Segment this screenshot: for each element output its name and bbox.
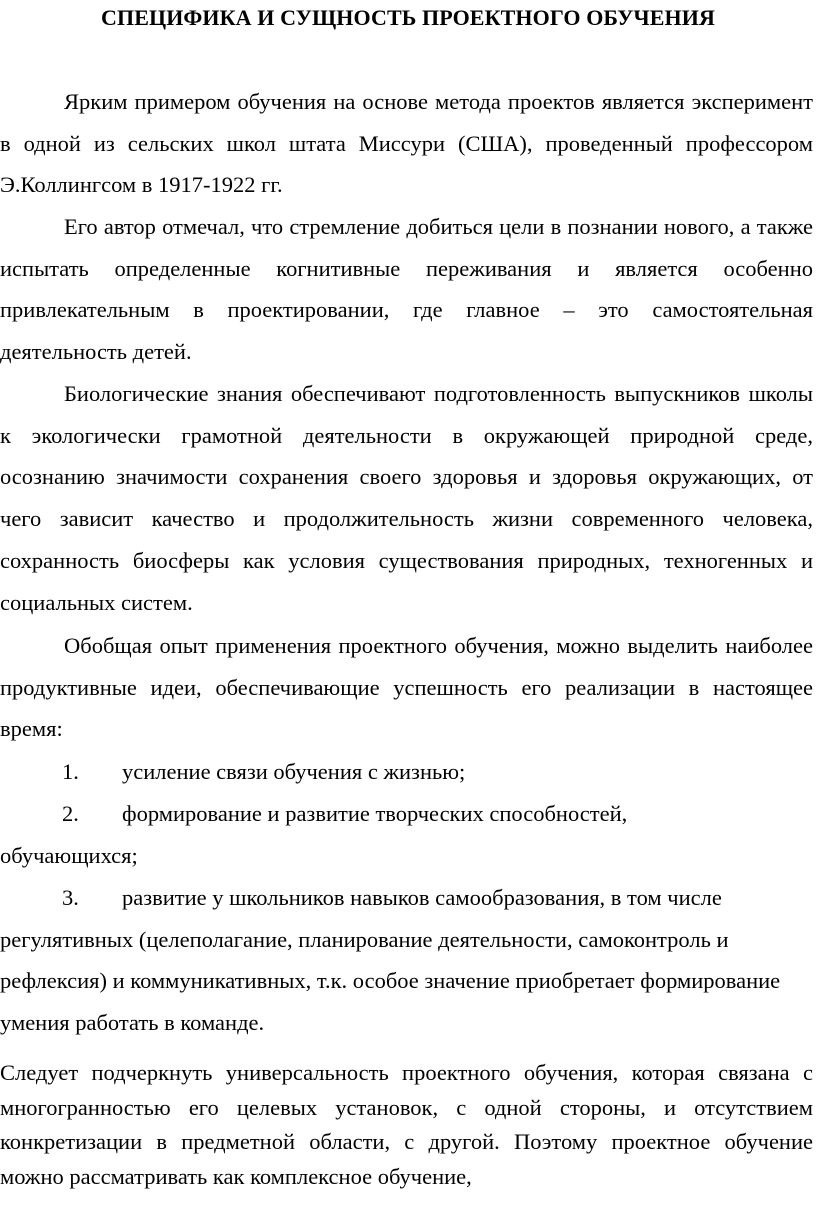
list-item-2 (0, 793, 813, 876)
paragraph-closing: Следует подчеркнуть универсальность проектного обучения, которая связана с многогранностью его целевых установок, с одной стороны, и отсутствием конкретизации в предметной области, с другой. Поэтому проектное обучение можно рассматривать как комплексное обучение, (0, 1060, 813, 1189)
list-number: 3. (62, 885, 79, 910)
list-item-continuation: обучающихся; (0, 842, 138, 868)
list-item-continuation: регулятивных (целеполагание, планирование деятельности, самоконтроль и рефлексия) и коммуникативных, т.к. особое значение приобретает формирование умения работать в команде. (0, 926, 781, 1036)
paragraph-biological-knowledge: Биологические знания обеспечивают подготовленность выпускников школы к экологически грамотной деятельности в окружающей природной среде, осознанию значимости сохранения своего здоровья и здоровья окружающих, от чего зависит качество и продолжительность жизни современного человека, сохранность биосферы как условия существования природных, техногенных и социальных систем. (0, 381, 813, 615)
list-number: 2. (62, 801, 79, 826)
paragraph-author-remark: Его автор отмечал, что стремление добиться цели в познании нового, а также испытать определенные когнитивные переживания и является особенно привлекательным в проектировании, где главное – это самостоятельная деятельность детей. (0, 214, 813, 365)
paragraph-generalization: Обобщая опыт применения проектного обучения, можно выделить наиболее продуктивные идеи, обеспечивающие успешность его реализации в настоящее время: (0, 633, 813, 742)
list-item-text: развитие у школьников навыков самообразования, в том числе (122, 885, 722, 910)
list-item-3 (0, 877, 813, 1044)
list-number: 1. (62, 759, 79, 784)
list-item-text: усиление связи обучения с жизнью; (122, 759, 466, 784)
list-item-text: формирование и развитие творческих способностей, (122, 801, 628, 826)
paragraph-collings-experiment: Ярким примером обучения на основе метода проектов является эксперимент в одной из сельских школ штата Миссури (США), проведенный профессором Э.Коллингсом в 1917-1922 гг. (0, 89, 813, 198)
list-item-1 (0, 751, 813, 793)
document-title: СПЕЦИФИКА И СУЩНОСТЬ ПРОЕКТНОГО ОБУЧЕНИЯ (101, 5, 715, 30)
